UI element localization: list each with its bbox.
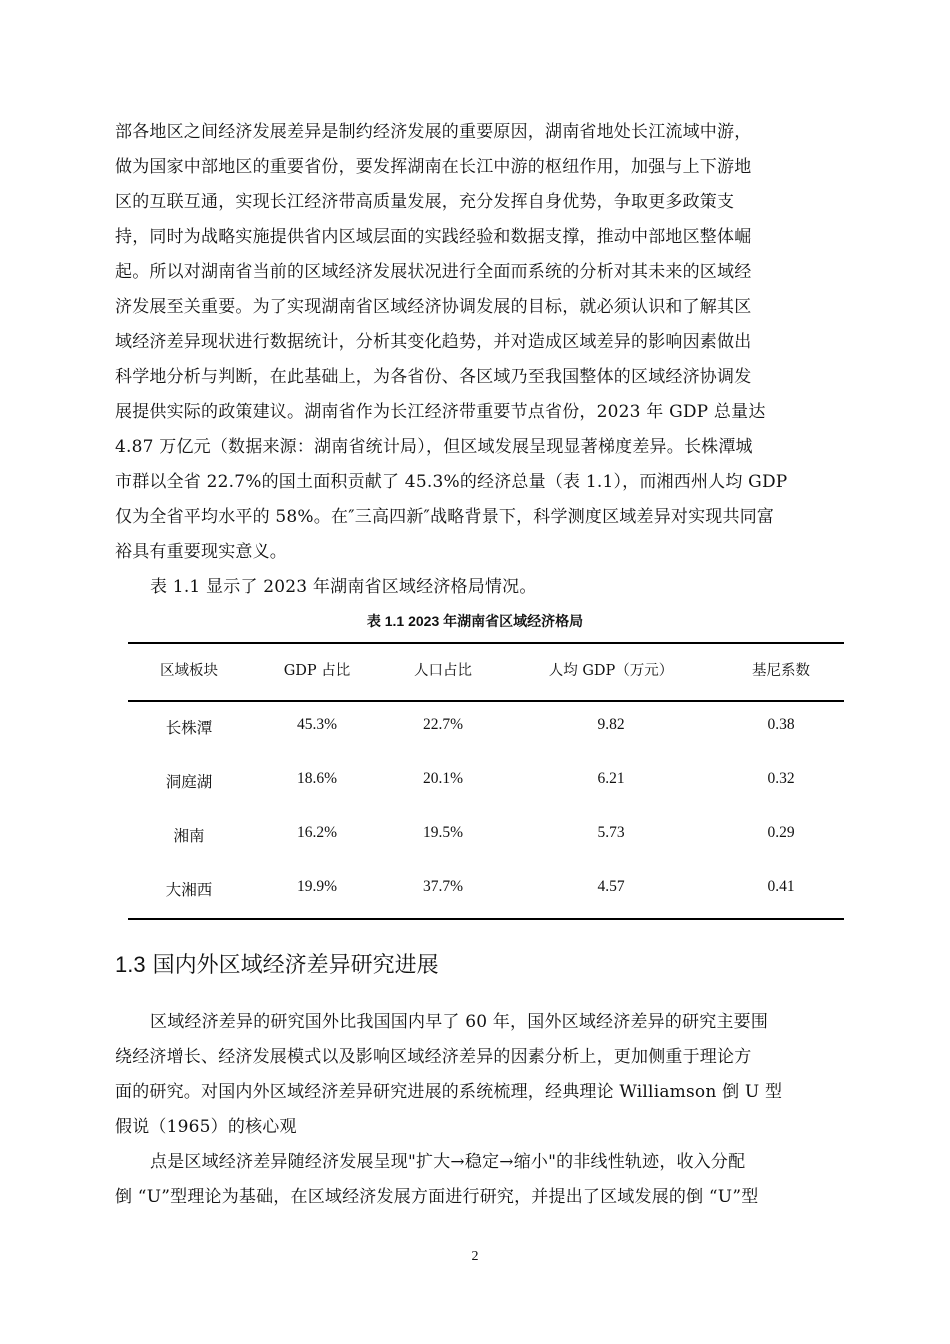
table-cell: 37.7% [422, 878, 464, 895]
paragraph-line: 仅为全省平均水平的 58%。在″三高四新″战略背景下，科学测度区域差异对实现共同富 [115, 507, 775, 527]
section-number: 1.3 [115, 952, 146, 977]
table-cell: 大湘西 [165, 882, 213, 899]
paragraph-line: 绕经济增长、经济发展模式以及影响区域经济差异的因素分析上，更加侧重于理论方 [115, 1047, 752, 1067]
section-title: 国内外区域经济差异研究进展 [152, 953, 439, 978]
header-cell: GDP 占比 [283, 663, 351, 679]
table-cell: 6.21 [597, 770, 625, 787]
table-cell: 16.2% [296, 824, 338, 841]
header-cell: 人口占比 [414, 663, 472, 679]
paragraph-line: 科学地分析与判断，在此基础上，为各省份、各区域乃至我国整体的区域经济协调发 [115, 367, 752, 387]
table-cell: 0.32 [767, 770, 795, 787]
paragraph-line: 倒 “U”型理论为基础，在区域经济发展方面进行研究，并提出了区域发展的倒 “U”型 [115, 1187, 759, 1207]
table-caption: 表 1.1 2023 年湖南省区域经济格局 [366, 613, 584, 629]
table-cell: 18.6% [296, 770, 338, 787]
table-header-rule [128, 700, 844, 702]
paragraph-line: 4.87 万亿元（数据来源：湖南省统计局），但区域发展呈现显著梯度差异。长株潭城 [115, 437, 753, 457]
paragraph-line: 展提供实际的政策建议。湖南省作为长江经济带重要节点省份，2023 年 GDP 总量达 [115, 402, 766, 422]
paragraph-line: 面的研究。对国内外区域经济差异研究进展的系统梳理，经典理论 Williamson 倒 U 型 [115, 1082, 783, 1102]
paragraph-line: 点是区域经济差异随经济发展呈现"扩大→稳定→缩小"的非线性轨迹，收入分配 [150, 1152, 746, 1172]
paragraph-line: 区域经济差异的研究国外比我国国内早了 60 年，国外区域经济差异的研究主要围 [150, 1012, 769, 1032]
header-cell: 基尼系数 [752, 663, 810, 679]
table-cell: 19.9% [296, 878, 338, 895]
page-number: 2 [471, 1249, 479, 1264]
paragraph-line: 假说（1965）的核心观 [115, 1117, 297, 1137]
table-cell: 45.3% [296, 716, 338, 733]
section-heading [115, 948, 439, 979]
table-cell: 洞庭湖 [165, 774, 213, 791]
header-cell: 区域板块 [160, 663, 218, 679]
table-cell: 0.41 [767, 878, 795, 895]
table-cell: 5.73 [597, 824, 625, 841]
table-cell: 长株潭 [165, 720, 213, 737]
table-intro-text: 表 1.1 显示了 2023 年湖南省区域经济格局情况。 [150, 577, 537, 597]
paragraph-line: 部各地区之间经济发展差异是制约经济发展的重要原因，湖南省地处长江流域中游， [115, 122, 752, 142]
table-bottom-rule [128, 918, 844, 920]
paragraph-line: 市群以全省 22.7%的国土面积贡献了 45.3%的经济总量（表 1.1），而湘西州人均 GDP [115, 472, 788, 492]
paragraph-line: 做为国家中部地区的重要省份，要发挥湖南在长江中游的枢纽作用，加强与上下游地 [115, 157, 752, 177]
table-cell: 20.1% [422, 770, 464, 787]
table-cell: 22.7% [422, 716, 464, 733]
table-top-rule [128, 642, 844, 644]
paragraph-line: 区的互联互通，实现长江经济带高质量发展，充分发挥自身优势，争取更多政策支 [115, 192, 735, 212]
table-cell: 0.38 [767, 716, 795, 733]
table-cell: 湘南 [173, 828, 205, 845]
header-cell: 人均 GDP（万元） [548, 663, 674, 679]
table-cell: 4.57 [597, 878, 625, 895]
table-cell: 19.5% [422, 824, 464, 841]
table-cell: 0.29 [767, 824, 795, 841]
paragraph-line: 起。所以对湖南省当前的区域经济发展状况进行全面而系统的分析对其未来的区域经 [115, 262, 752, 282]
paragraph-line: 持，同时为战略实施提供省内区域层面的实践经验和数据支撑，推动中部地区整体崛 [115, 227, 752, 247]
paragraph-line: 济发展至关重要。为了实现湖南省区域经济协调发展的目标，就必须认识和了解其区 [115, 297, 752, 317]
paragraph-line: 域经济差异现状进行数据统计，分析其变化趋势，并对造成区域差异的影响因素做出 [115, 332, 752, 352]
paragraph-line: 裕具有重要现实意义。 [115, 542, 287, 562]
table-cell: 9.82 [597, 716, 625, 733]
